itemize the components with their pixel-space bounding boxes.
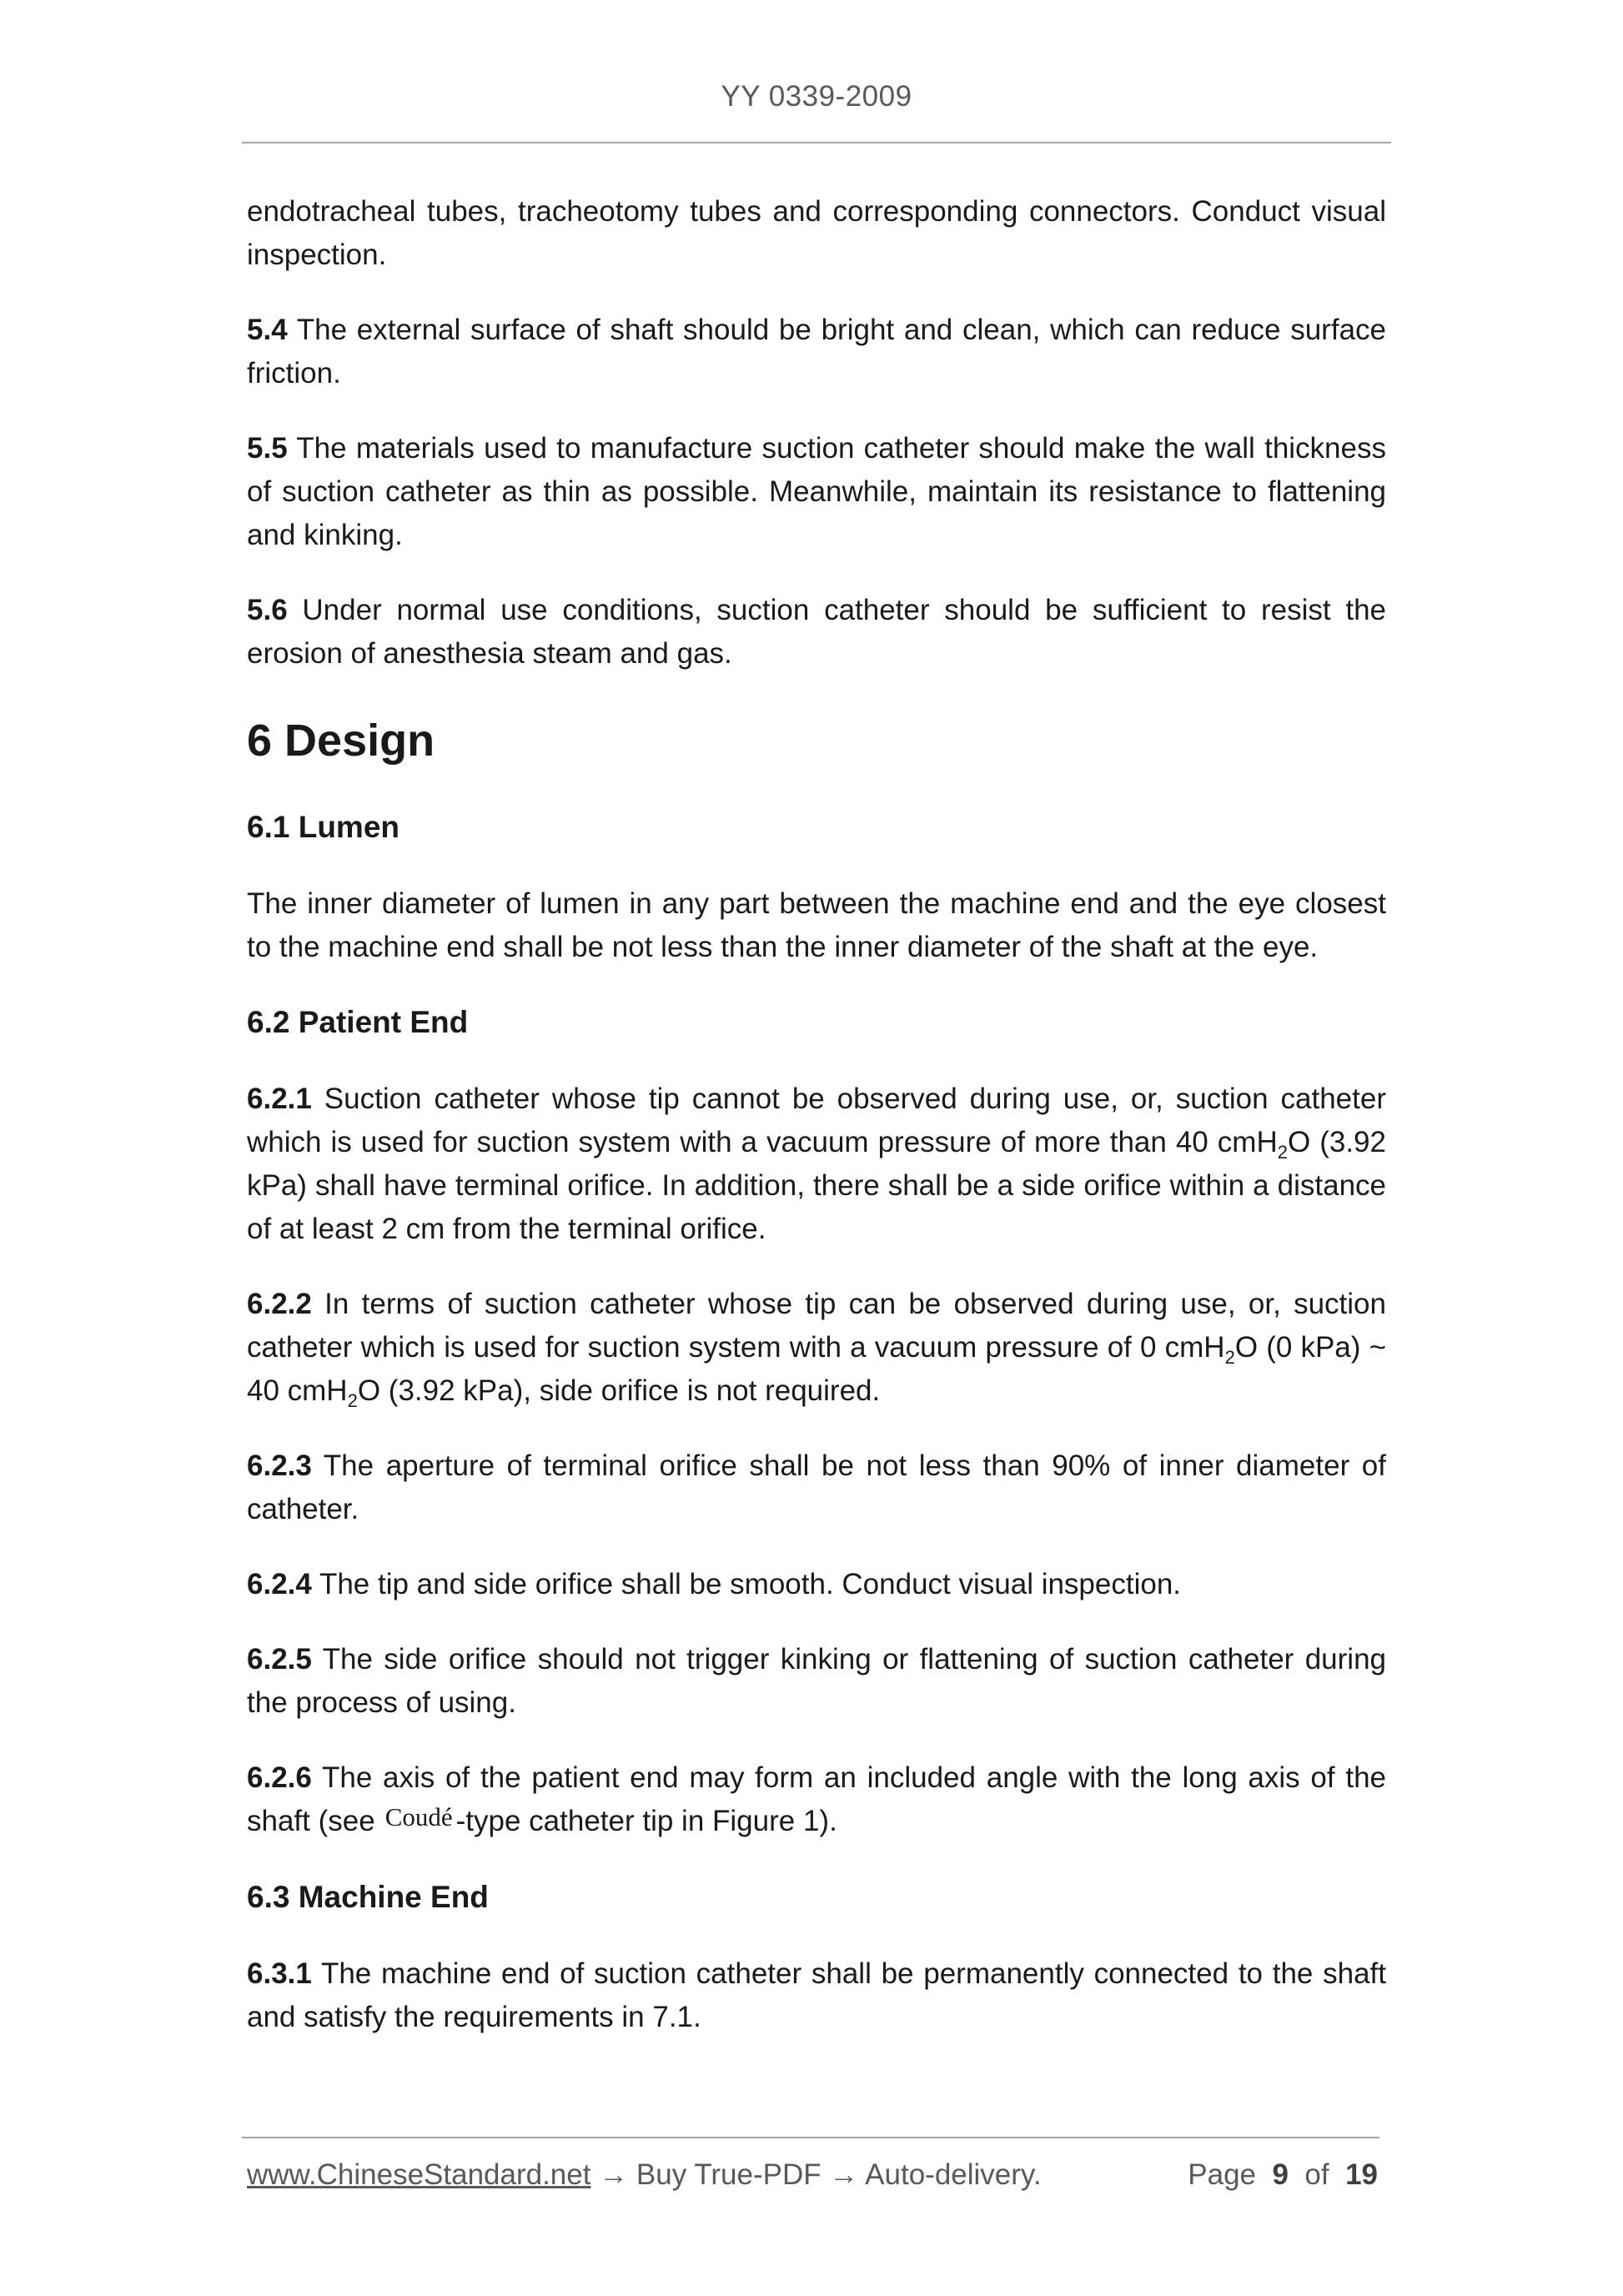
clause-5-6 — [247, 589, 1386, 676]
clause-text: The aperture of terminal orifice shall be not less than 90% of inner diameter of catheter. — [247, 1449, 1386, 1525]
subsection-heading-lumen: 6.1 Lumen — [247, 810, 399, 844]
clause-number: 6.3.1 — [247, 1957, 312, 1990]
clause-6-2-2 — [247, 1283, 1386, 1413]
clause-number: 6.2.3 — [247, 1449, 312, 1482]
clause-text: O (3.92 kPa) shall have terminal orifice. In addition, there shall be a side orifice within a distance of at least 2 cm from the terminal orifice. — [247, 1126, 1386, 1245]
clause-number: 6.2.5 — [247, 1643, 312, 1676]
clause-6-2-3 — [247, 1444, 1386, 1531]
subsection-heading-patient-end: 6.2 Patient End — [247, 1005, 469, 1039]
footer-divider — [242, 2137, 1379, 2138]
clause-text: The materials used to manufacture suction catheter should make the wall thickness of suction catheter as thin as possible. Meanwhile, maintain its resistance to flattening and kinking. — [247, 432, 1386, 551]
clause-6-2-5 — [247, 1638, 1386, 1725]
clause-number: 6.2.1 — [247, 1083, 312, 1115]
subsection-heading-machine-end: 6.3 Machine End — [247, 1880, 489, 1914]
clause-5-4 — [247, 309, 1386, 395]
clause-text: O (0 kPa) ~ 40 cmH — [247, 1331, 1387, 1407]
page-total: 19 — [1345, 2158, 1378, 2191]
page-footer — [247, 2158, 1378, 2192]
coude-term: Coudé — [384, 1802, 453, 1831]
clause-text: Under normal use conditions, suction catheter should be sufficient to resist the erosion of anesthesia steam and gas. — [247, 594, 1386, 670]
paragraph-continuation — [247, 190, 1386, 277]
page-number: 9 — [1272, 2158, 1289, 2191]
clause-text: -type catheter tip in Figure 1). — [455, 1805, 837, 1837]
clause-number: 6.2.4 — [247, 1568, 312, 1600]
clause-text: The external surface of shaft should be bright and clean, which can reduce surface friction. — [247, 314, 1386, 389]
clause-text: In terms of suction catheter whose tip can be observed during use, or, suction catheter which is used for suction system with a vacuum pressure of 0 cmH — [247, 1288, 1386, 1364]
clause-6-2-4 — [247, 1563, 1386, 1606]
clause-text: The axis of the patient end may form an included angle with the long axis of the shaft (see — [247, 1761, 1386, 1837]
section-heading-design: 6 Design — [247, 716, 435, 766]
document-number-header: YY 0339-2009 — [721, 80, 912, 113]
website-link[interactable]: www.ChineseStandard.net — [247, 2158, 591, 2191]
clause-text: The tip and side orifice shall be smooth. Conduct visual inspection. — [311, 1568, 1182, 1600]
page-indicator — [1188, 2158, 1378, 2192]
clause-5-5 — [247, 427, 1386, 557]
clause-number: 5.4 — [247, 314, 288, 346]
clause-6-2-1 — [247, 1078, 1386, 1251]
paragraph-text: endotracheal tubes, tracheotomy tubes and corresponding connectors. Conduct visual inspection. — [247, 195, 1386, 271]
clause-number: 6.2.2 — [247, 1288, 312, 1320]
page-label: Page — [1188, 2158, 1257, 2191]
clause-6-3-1 — [247, 1952, 1386, 2039]
header-divider — [242, 142, 1391, 143]
paragraph-text: The inner diameter of lumen in any part between the machine end and the eye closest to the machine end shall be not less than the inner diameter of the shaft at the eye. — [247, 887, 1386, 963]
subscript: 2 — [1277, 1142, 1288, 1163]
clause-6-2-6 — [247, 1756, 1386, 1844]
clause-number: 6.2.6 — [247, 1761, 312, 1794]
clause-number: 5.5 — [247, 432, 288, 465]
document-body — [247, 190, 1386, 2071]
clause-6-1-text — [247, 882, 1386, 969]
clause-text: The machine end of suction catheter shall be permanently connected to the shaft and satisfy the requirements in 7.1. — [247, 1957, 1386, 2033]
clause-text: The side orifice should not trigger kinking or flattening of suction catheter during the process of using. — [247, 1643, 1386, 1719]
clause-text: O (3.92 kPa), side orifice is not required. — [357, 1374, 881, 1407]
footer-promo-text: → Buy True-PDF → Auto-delivery. — [590, 2158, 1042, 2191]
clause-number: 5.6 — [247, 594, 288, 626]
subscript: 2 — [347, 1390, 358, 1411]
clause-text: Suction catheter whose tip cannot be observed during use, or, suction catheter which is used for suction system with a vacuum pressure of more than 40 cmH — [247, 1083, 1386, 1158]
of-label: of — [1304, 2158, 1329, 2191]
subscript: 2 — [1224, 1347, 1235, 1368]
